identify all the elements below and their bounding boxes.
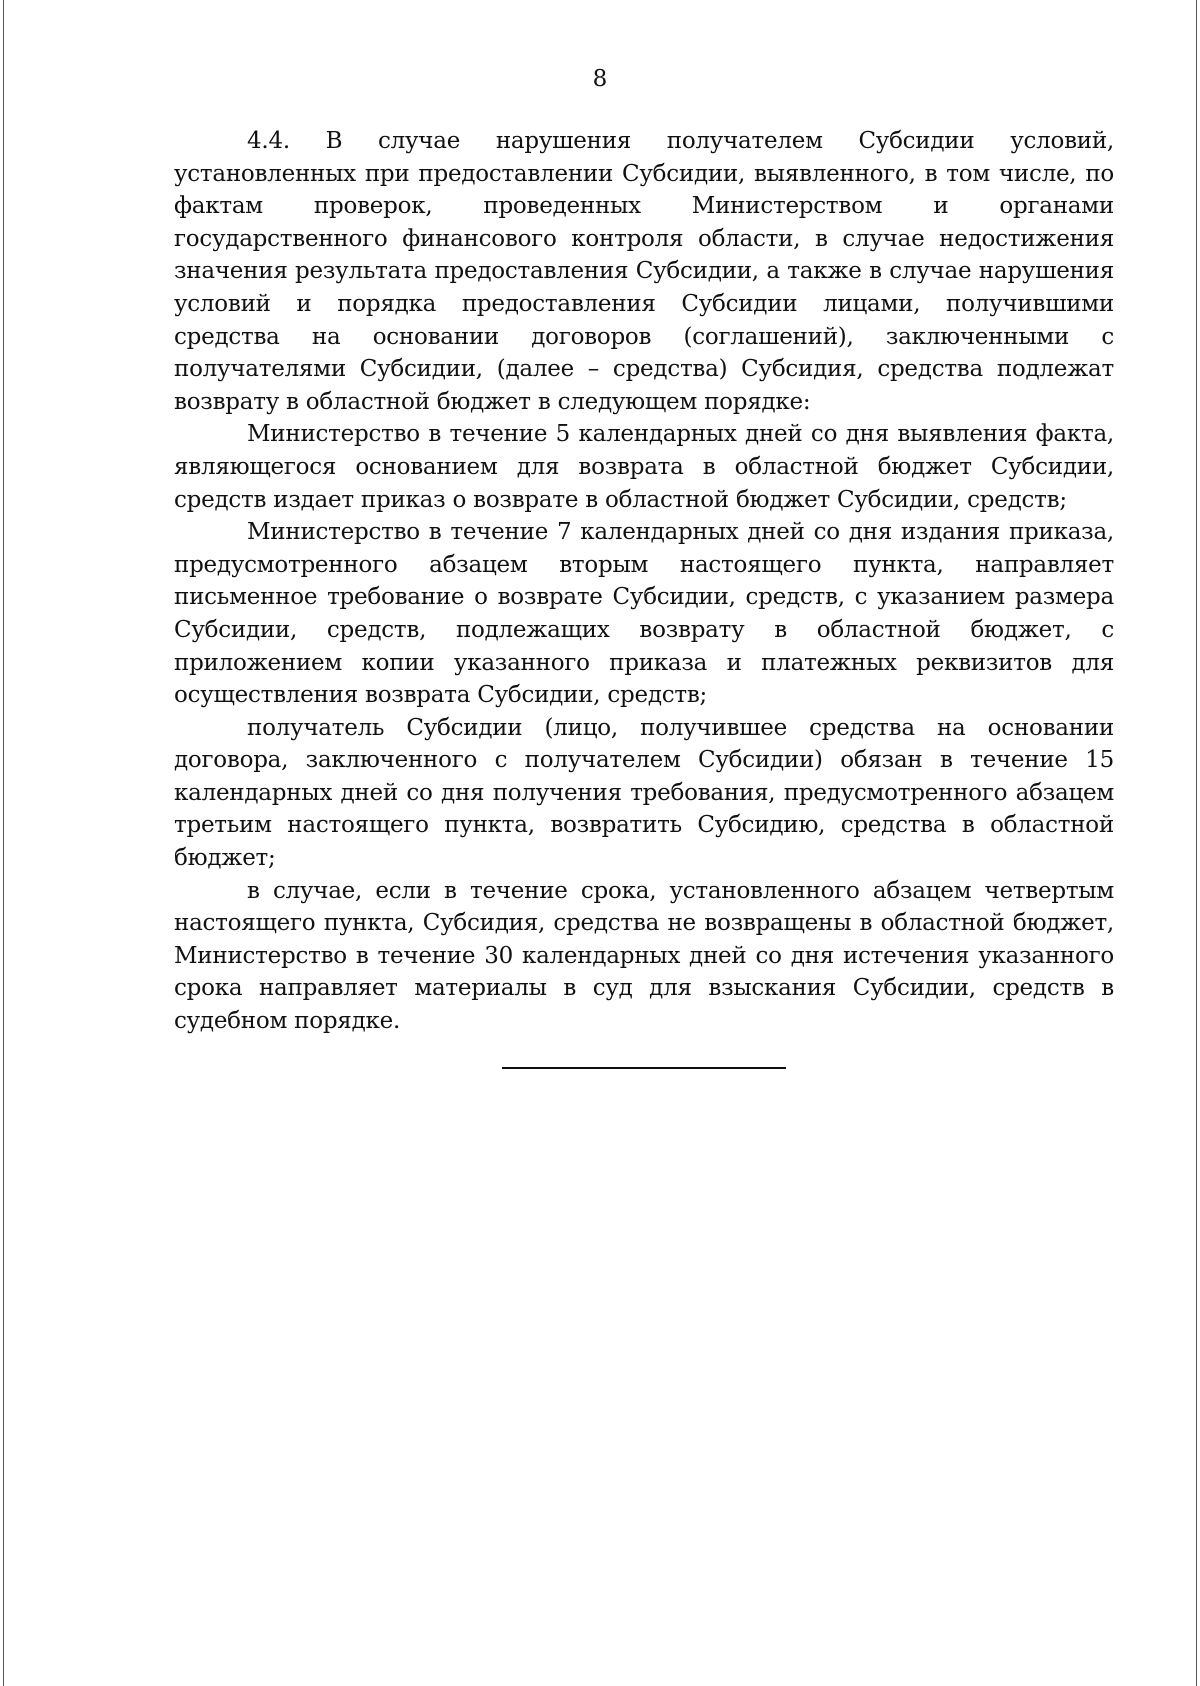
paragraph-written-demand: Министерство в течение 7 календарных дней со дня издания приказа, предусмотренного абзацем вторым настоящего пункта, направляет письменное требование о возврате Субсидии, средств, с указанием размера Субсидии, средств, подлежащих возврату в областной бюджет, с приложением копии указанного приказа и платежных реквизитов для осуществления возврата Субсидии, средств; [174,519,1114,709]
paragraph-court-recovery: в случае, если в течение срока, установленного абзацем четвертым настоящего пункта, Субсидия, средства не возвращены в областной бюджет, Министерство в течение 30 календарных дней со дня истечения указанного срока направляет материалы в суд для взыскания Субсидии, средств в судебном порядке. [174,877,1114,1035]
document-body [174,125,1114,1038]
paragraph-recipient-return: получатель Субсидии (лицо, получившее средства на основании договора, заключенного с получателем Субсидии) обязан в течение 15 календарных дней со дня получения требования, предусмотренного абзацем третьим настоящего пункта, возвратить Субсидию, средства в областной бюджет; [174,714,1114,872]
closing-divider [502,1067,786,1069]
scan-edge-right [1196,0,1197,1686]
scan-edge-left [3,0,4,1686]
paragraph-order-issue: Министерство в течение 5 календарных дней со дня выявления факта, являющегося основанием для возврата в областной бюджет Субсидии, средств издает приказ о возврате в областной бюджет Субсидии, средств; [174,421,1114,513]
page-number: 8 [592,66,608,92]
paragraph-4-4: 4.4. В случае нарушения получателем Субсидии условий, установленных при предоставлении Субсидии, выявленного, в том числе, по фактам проверок, проведенных Министерством и органами государственного финансового контроля области, в случае недостижения значения результата предоставления Субсидии, а также в случае нарушения условий и порядка предоставления Субсидии лицами, получившими средства на основании договоров (соглашений), заключенными с получателями Субсидии, (далее – средства) Субсидия, средства подлежат возврату в областной бюджет в следующем порядке: [174,128,1114,415]
